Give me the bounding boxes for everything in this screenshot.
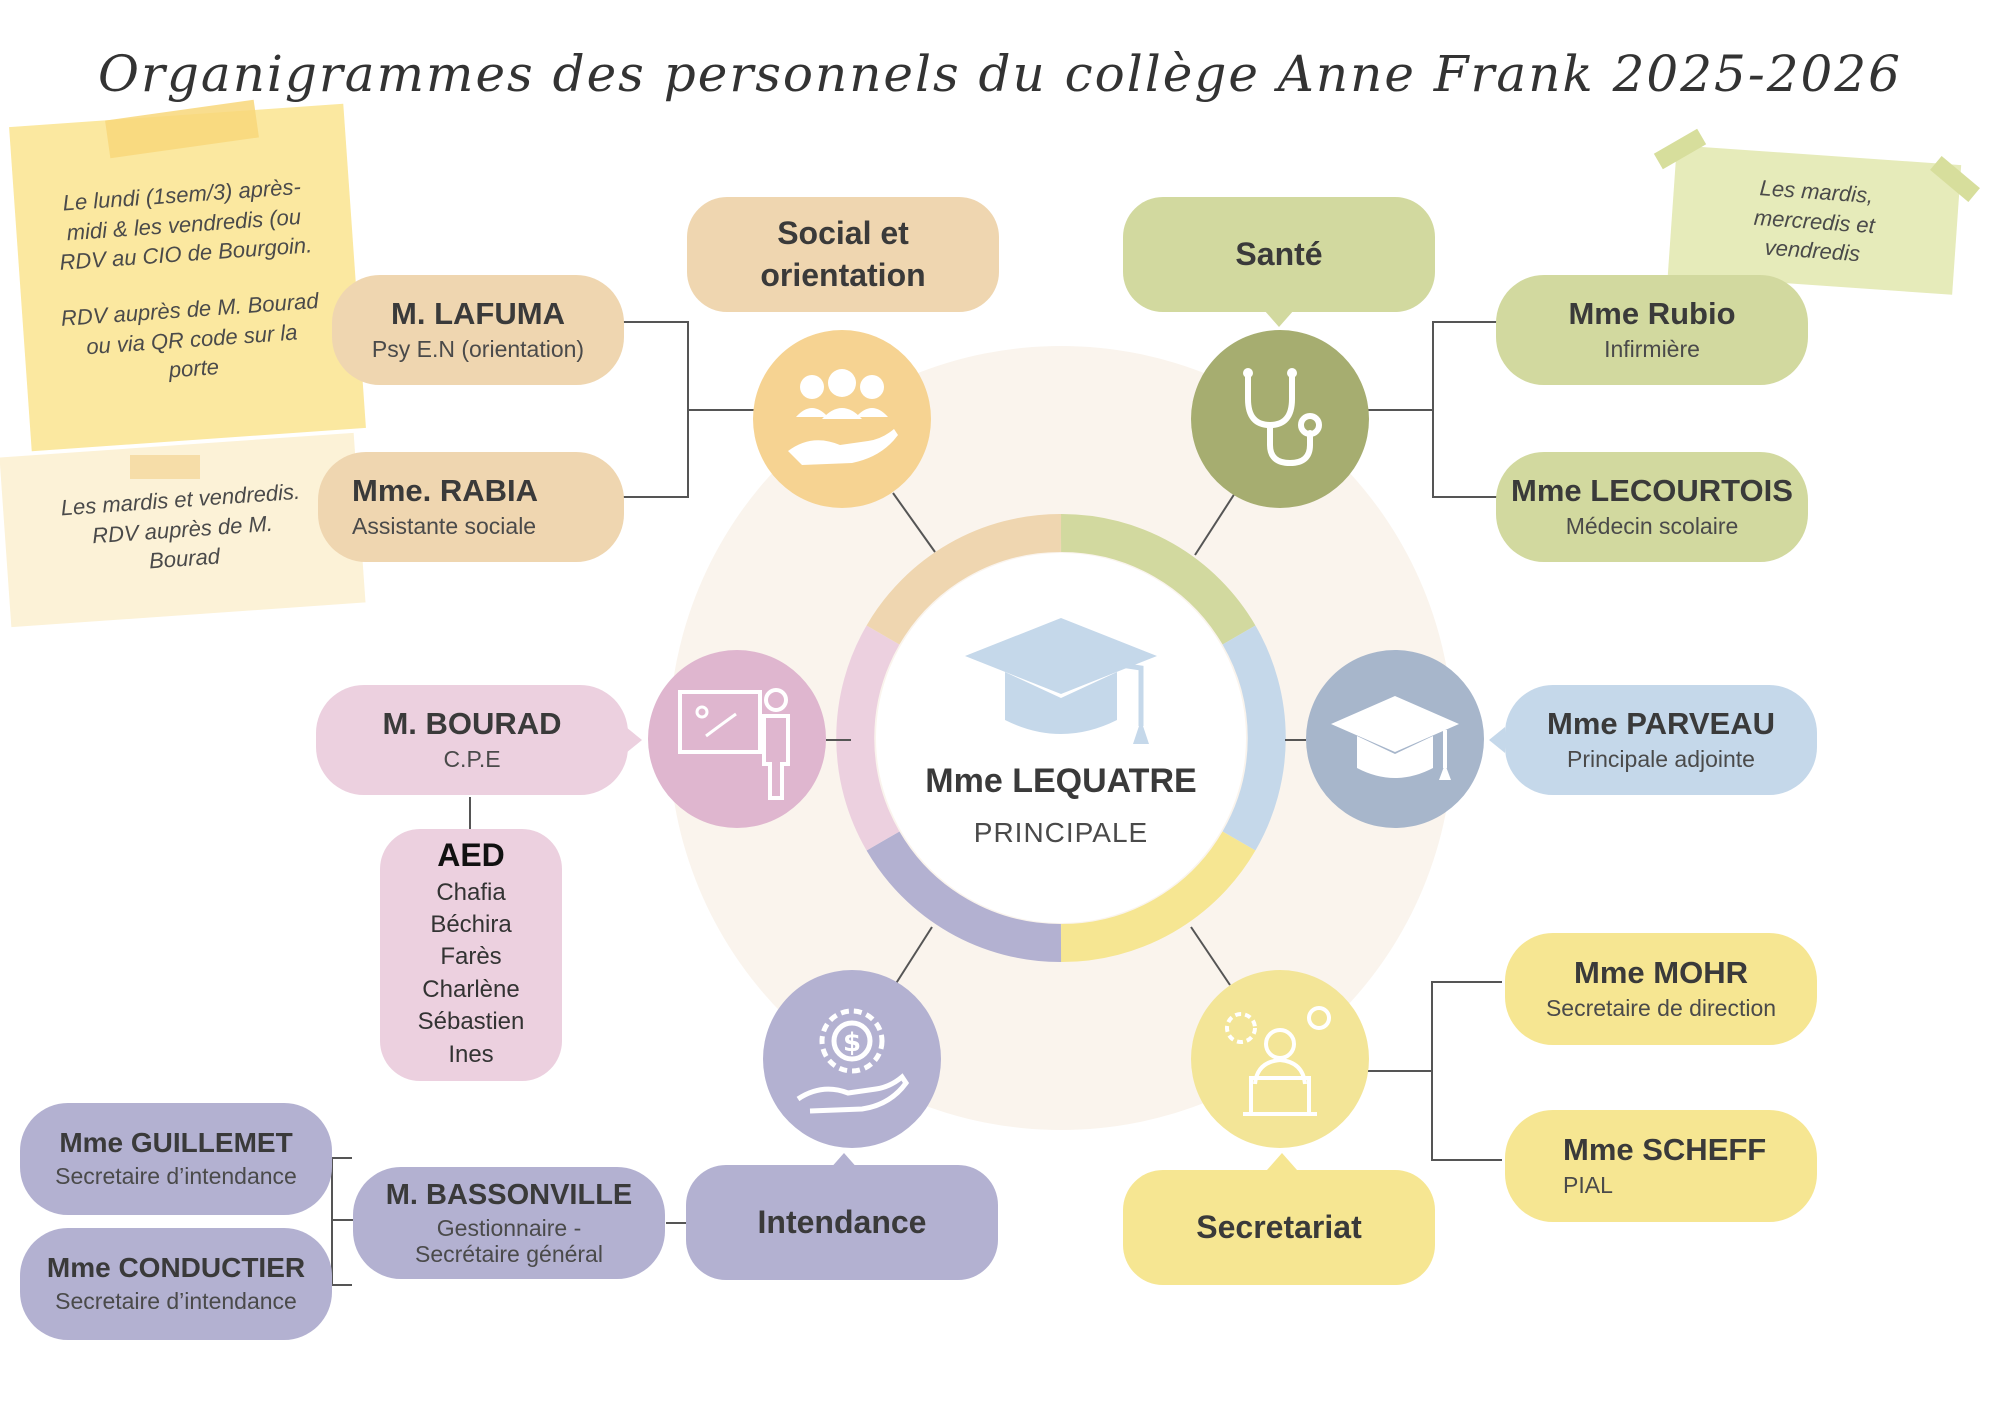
note-line: ou via QR code sur la [85, 319, 299, 359]
note-lafuma [9, 104, 366, 452]
social-icon-circle [753, 330, 931, 508]
note-line: Bourad [148, 543, 221, 574]
person-bassonville [353, 1167, 665, 1279]
person-name: Mme CONDUCTIER [46, 1252, 306, 1284]
category-sante: Santé [1123, 197, 1435, 312]
person-scheff [1505, 1110, 1817, 1222]
person-name: Mme LECOURTOIS [1511, 473, 1793, 509]
note-line: Le lundi (1sem/3) après- [61, 173, 302, 216]
person-conductier [20, 1228, 332, 1340]
tape [130, 455, 200, 479]
person-role: Secrétaire général [415, 1240, 603, 1267]
note-line: mercredis et [1753, 204, 1876, 238]
person-role: PIAL [1563, 1172, 1613, 1199]
center-role: PRINCIPALE [973, 816, 1149, 848]
aed-member: Chafia [436, 878, 506, 906]
center-name: Mme LEQUATRE [925, 761, 1197, 800]
aed-box [380, 829, 562, 1081]
note-line: Les mardis et vendredis. [59, 478, 301, 521]
aed-title: AED [437, 837, 505, 873]
stethoscope-icon [1220, 359, 1340, 479]
note-line: RDV auprès de M. [91, 510, 274, 548]
note-line: RDV au CIO de Bourgoin. [58, 232, 313, 276]
note-line: Les mardis, [1758, 175, 1875, 209]
category-secretariat: Secretariat [1123, 1170, 1435, 1285]
person-role: Infirmière [1604, 336, 1700, 363]
note-line: midi & les vendredis (ou [65, 203, 302, 245]
person-parveau [1505, 685, 1817, 795]
svg-text:$: $ [842, 1028, 862, 1058]
person-role: Assistante sociale [352, 513, 537, 540]
note-rubio [1668, 145, 1961, 295]
sante-icon-circle [1191, 330, 1369, 508]
person-role: Psy E.N (orientation) [371, 336, 585, 363]
aed-member: Ines [448, 1040, 494, 1068]
person-role: Secretaire de direction [1545, 995, 1777, 1022]
category-intendance: Intendance [686, 1165, 998, 1280]
page-title: Organigrammes des personnels du collège Anne Frank 2025-2026 [98, 45, 1902, 103]
aed-list [380, 877, 562, 1071]
teacher-board-icon [672, 674, 802, 804]
person-name: Mme PARVEAU [1547, 706, 1775, 742]
category-social: Social et orientation [687, 197, 999, 312]
person-name: M. BOURAD [382, 706, 562, 742]
person-name: Mme MOHR [1574, 955, 1748, 991]
person-mohr [1505, 933, 1817, 1045]
people-hand-icon [782, 359, 902, 479]
person-name: M. LAFUMA [391, 296, 565, 332]
person-role: Gestionnaire - [436, 1215, 582, 1242]
note-line: vendredis [1763, 235, 1861, 267]
aed-member: Charlène [422, 975, 520, 1003]
person-lafuma [332, 275, 624, 385]
person-name: Mme GUILLEMET [59, 1127, 293, 1159]
person-lecourtois [1496, 452, 1808, 562]
aed-member: Béchira [430, 910, 512, 938]
person-guillemet [20, 1103, 332, 1215]
note-line: porte [167, 354, 220, 383]
note-line: RDV auprès de M. Bourad [60, 288, 320, 331]
direction-icon-circle [1306, 650, 1484, 828]
person-role: Secretaire d’intendance [55, 1288, 297, 1315]
office-worker-icon [1215, 994, 1345, 1124]
person-role: Médecin scolaire [1565, 513, 1739, 540]
person-role: Secretaire d’intendance [55, 1163, 297, 1190]
person-name: M. BASSONVILLE [385, 1179, 633, 1212]
person-bourad [316, 685, 628, 795]
graduation-cap-icon [951, 608, 1171, 758]
vie-scolaire-icon-circle [648, 650, 826, 828]
center-node [876, 553, 1246, 923]
money-gear-hand-icon [792, 999, 912, 1119]
person-role: C.P.E [443, 746, 501, 773]
person-role: Principale adjointe [1567, 746, 1755, 773]
person-rubio [1496, 275, 1808, 385]
person-name: Mme. RABIA [352, 473, 539, 509]
aed-member: Sébastien [417, 1008, 525, 1036]
intendance-icon-circle [763, 970, 941, 1148]
secretariat-icon-circle [1191, 970, 1369, 1148]
graduation-cap-icon [1325, 684, 1465, 794]
person-name: Mme Rubio [1568, 296, 1736, 332]
aed-member: Farès [440, 943, 502, 971]
person-rabia [318, 452, 624, 562]
person-name: Mme SCHEFF [1563, 1132, 1767, 1168]
